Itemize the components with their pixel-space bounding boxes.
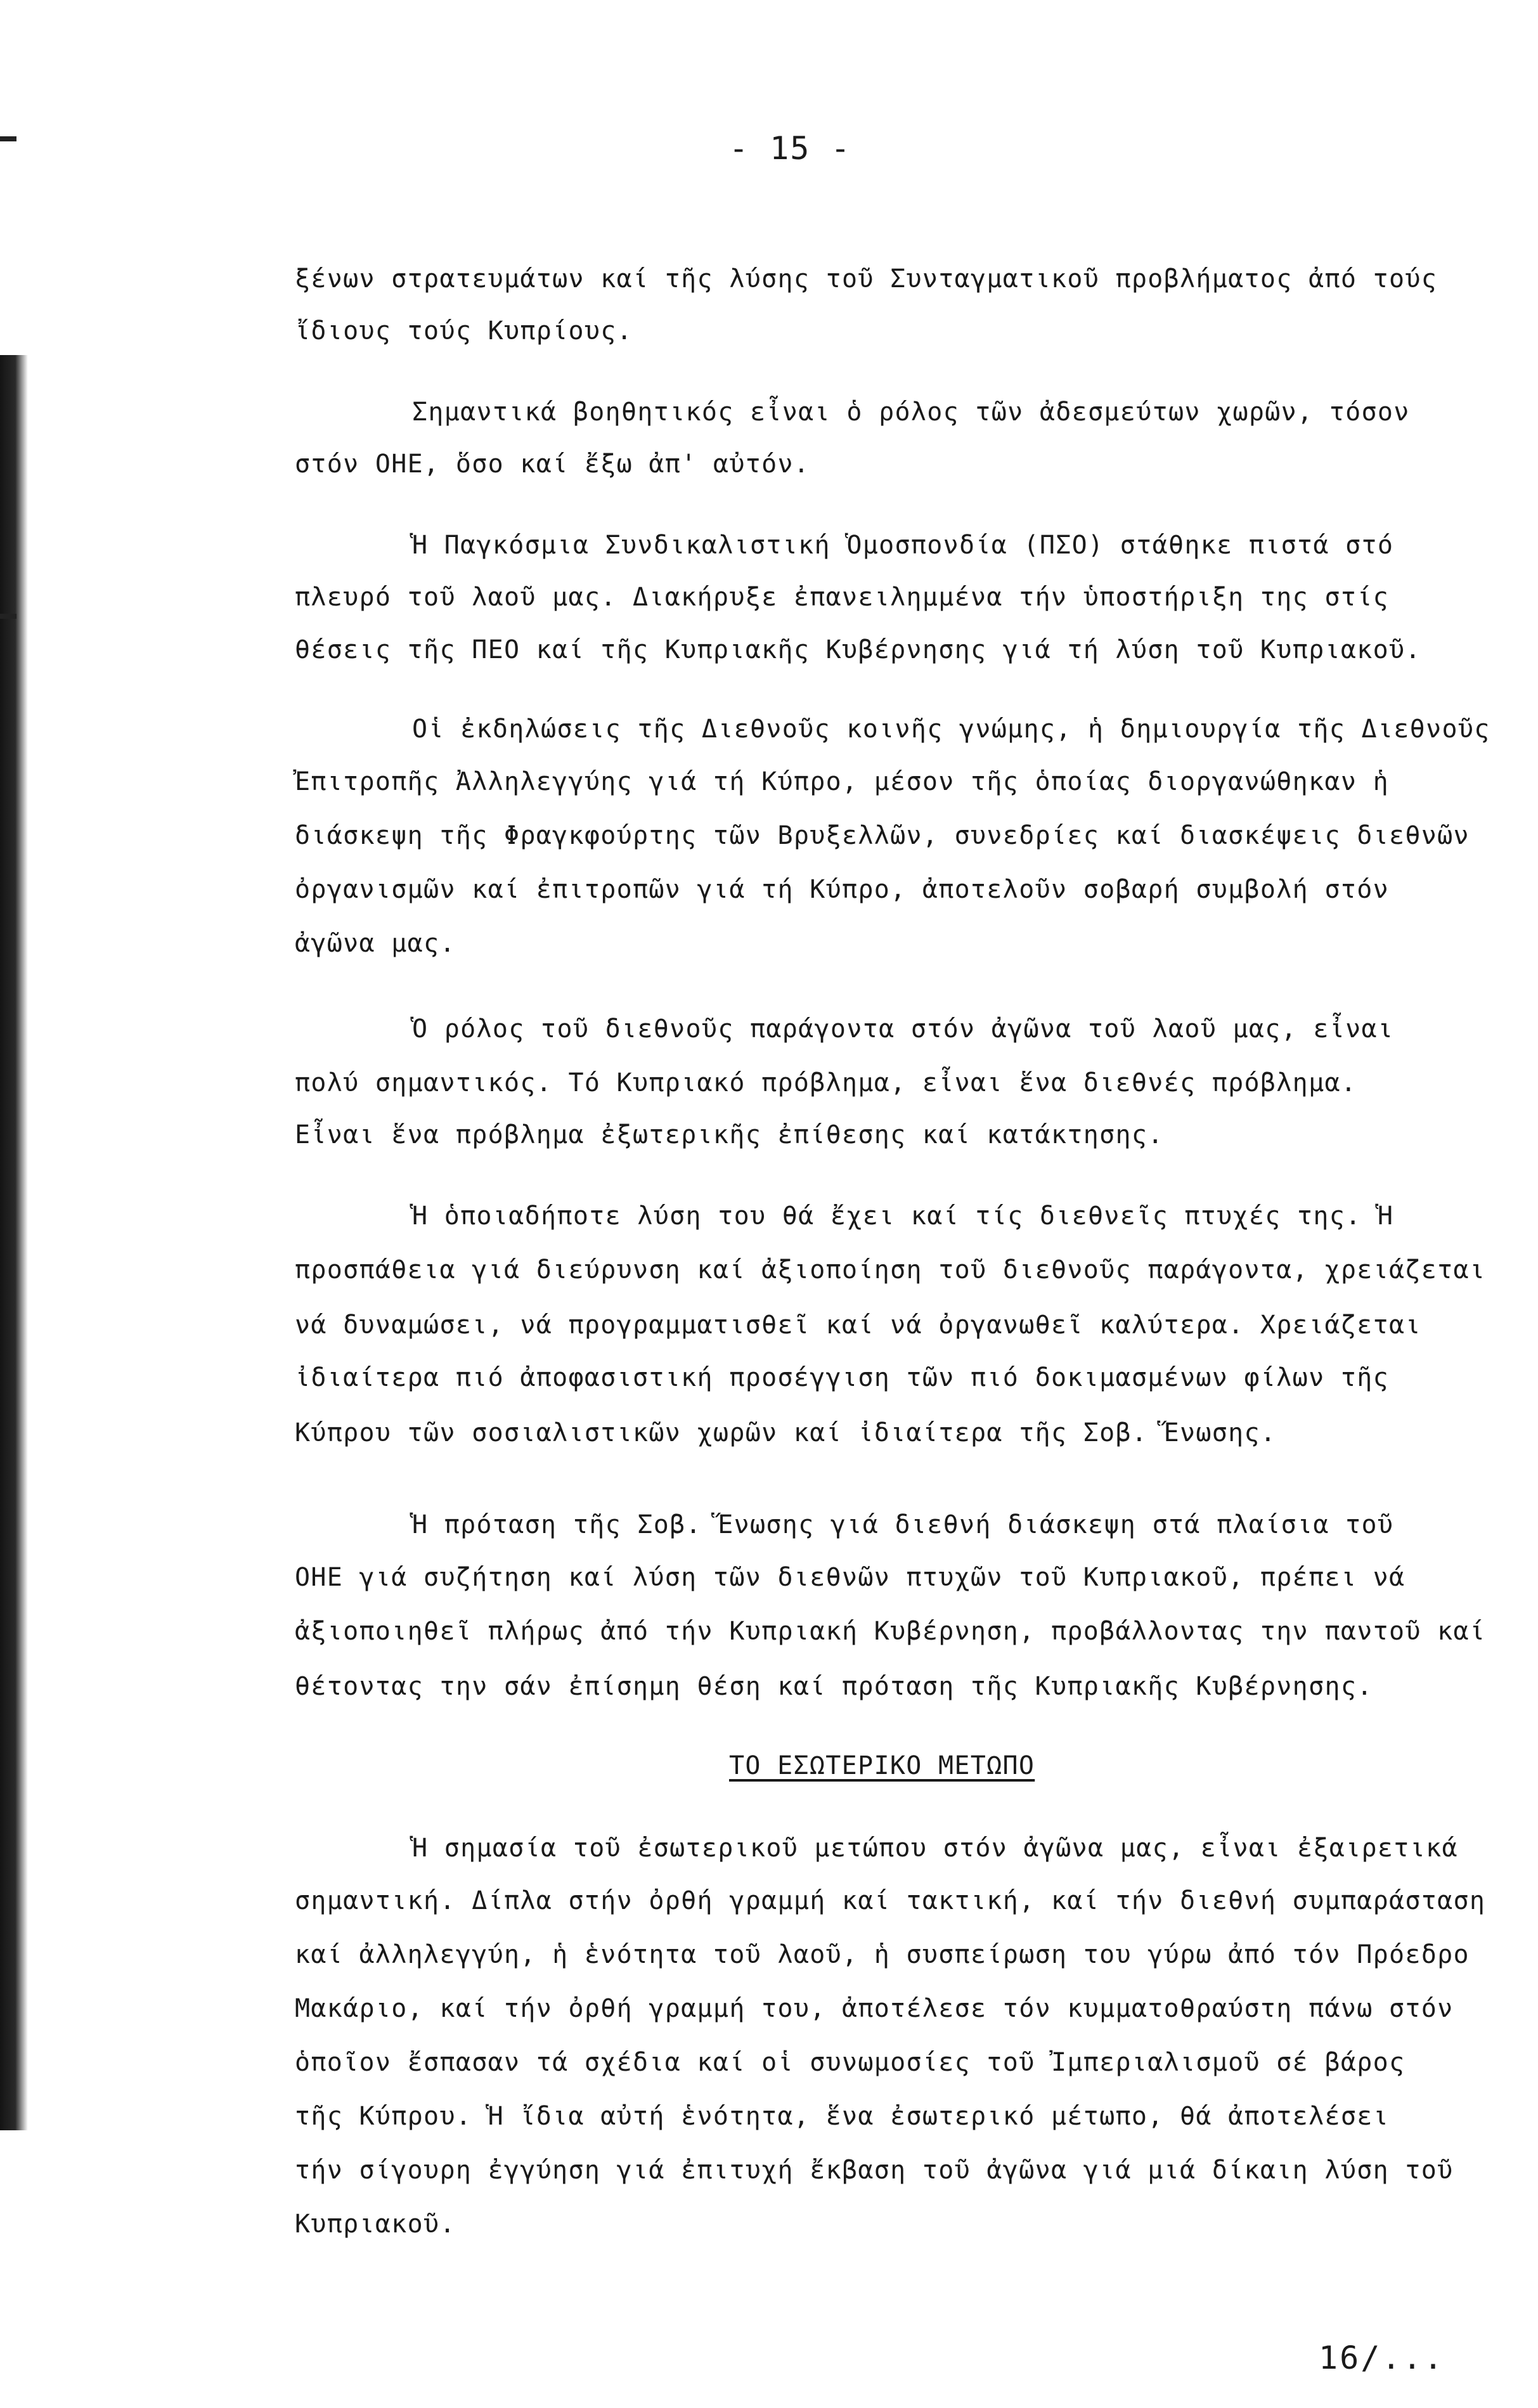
text-line: τήν σίγουρη ἐγγύηση γιά ἐπιτυχή ἔκβαση τοῦ ἀγῶνα γιά μιά δίκαιη λύση τοῦ bbox=[295, 2156, 1454, 2185]
scan-edge-shadow bbox=[0, 355, 28, 2130]
text-line: θέτοντας την σάν ἐπίσημη θέση καί πρόταση τῆς Κυπριακῆς Κυβέρνησης. bbox=[295, 1672, 1373, 1701]
text-line: καί ἀλληλεγγύη, ἡ ἑνότητα τοῦ λαοῦ, ἡ συσπείρωση του γύρω ἀπό τόν Πρόεδρο bbox=[295, 1940, 1470, 1969]
text-line: πολύ σημαντικός. Τό Κυπριακό πρόβλημα, εἶναι ἕνα διεθνές πρόβλημα. bbox=[295, 1068, 1357, 1097]
text-line: ὀργανισμῶν καί ἐπιτροπῶν γιά τή Κύπρο, ἀποτελοῦν σοβαρή συμβολή στόν bbox=[295, 875, 1389, 904]
text-line: Ὁ ρόλος τοῦ διεθνοῦς παράγοντα στόν ἀγῶνα τοῦ λαοῦ μας, εἶναι bbox=[412, 1014, 1394, 1044]
text-line: προσπάθεια γιά διεύρυνση καί ἀξιοποίηση τοῦ διεθνοῦς παράγοντα, χρειάζεται bbox=[295, 1255, 1486, 1285]
text-line: Σημαντικά βοηθητικός εἶναι ὁ ρόλος τῶν ἀδεσμεύτων χωρῶν, τόσον bbox=[412, 398, 1410, 427]
text-line: τῆς Κύπρου. Ἡ ἴδια αὐτή ἑνότητα, ἕνα ἐσωτερικό μέτωπο, θά ἀποτελέσει bbox=[295, 2102, 1389, 2131]
text-line: ἀξιοποιηθεῖ πλήρως ἀπό τήν Κυπριακή Κυβέρνηση, προβάλλοντας την παντοῦ καί bbox=[295, 1617, 1486, 1646]
text-line: Εἶναι ἕνα πρόβλημα ἐξωτερικῆς ἐπίθεσης καί κατάκτησης. bbox=[295, 1120, 1164, 1149]
text-line: σημαντική. Δίπλα στήν ὀρθή γραμμή καί τακτική, καί τήν διεθνή συμπαράσταση bbox=[295, 1886, 1486, 1915]
scan-edge-mark bbox=[0, 136, 16, 141]
scan-edge-mark bbox=[0, 614, 16, 619]
section-heading: ΤΟ ΕΣΩΤΕΡΙΚΟ ΜΕΤΩΠΟ bbox=[729, 1751, 1035, 1780]
text-line: ὁποῖον ἔσπασαν τά σχέδια καί οἱ συνωμοσίες τοῦ Ἰμπεριαλισμοῦ σέ βάρος bbox=[295, 2048, 1406, 2077]
text-line: ἴδιους τούς Κυπρίους. bbox=[295, 316, 633, 346]
text-line: Κύπρου τῶν σοσιαλιστικῶν χωρῶν καί ἰδιαίτερα τῆς Σοβ. Ἕνωσης. bbox=[295, 1418, 1277, 1447]
text-line: νά δυναμώσει, νά προγραμματισθεῖ καί νά ὀργανωθεῖ καλύτερα. Χρειάζεται bbox=[295, 1311, 1421, 1340]
text-line: ἀγῶνα μας. bbox=[295, 929, 456, 958]
text-line: Οἱ ἐκδηλώσεις τῆς Διεθνοῦς κοινῆς γνώμης, ἡ δημιουργία τῆς Διεθνοῦς bbox=[412, 715, 1490, 744]
text-line: Ἡ ὁποιαδήποτε λύση του θά ἔχει καί τίς διεθνεῖς πτυχές της. Ἡ bbox=[412, 1201, 1394, 1231]
text-line: ΟΗΕ γιά συζήτηση καί λύση τῶν διεθνῶν πτυχῶν τοῦ Κυπριακοῦ, πρέπει νά bbox=[295, 1563, 1406, 1592]
text-line: ξένων στρατευμάτων καί τῆς λύσης τοῦ Συνταγματικοῦ προβλήματος ἀπό τούς bbox=[295, 264, 1438, 294]
text-line: Ἐπιτροπῆς Ἀλληλεγγύης γιά τή Κύπρο, μέσον τῆς ὁποίας διοργανώθηκαν ἡ bbox=[295, 767, 1389, 796]
continuation-marker: 16/... bbox=[1319, 2340, 1445, 2376]
text-line: Κυπριακοῦ. bbox=[295, 2210, 456, 2239]
text-line: Ἡ πρόταση τῆς Σοβ. Ἕνωσης γιά διεθνή διάσκεψη στά πλαίσια τοῦ bbox=[412, 1510, 1394, 1539]
page-number: - 15 - bbox=[729, 130, 851, 167]
text-line: Ἡ Παγκόσμια Συνδικαλιστική Ὁμοσπονδία (ΠΣΟ) στάθηκε πιστά στό bbox=[412, 531, 1394, 560]
text-line: στόν ΟΗΕ, ὅσο καί ἔξω ἀπ' αὐτόν. bbox=[295, 450, 810, 479]
text-line: πλευρό τοῦ λαοῦ μας. Διακήρυξε ἐπανειλημμένα τήν ὑποστήριξη της στίς bbox=[295, 583, 1389, 612]
text-line: Ἡ σημασία τοῦ ἐσωτερικοῦ μετώπου στόν ἀγῶνα μας, εἶναι ἐξαιρετικά bbox=[412, 1834, 1458, 1863]
text-line: διάσκεψη τῆς Φραγκφούρτης τῶν Βρυξελλῶν, συνεδρίες καί διασκέψεις διεθνῶν bbox=[295, 821, 1470, 850]
text-line: ἰδιαίτερα πιό ἀποφασιστική προσέγγιση τῶν πιό δοκιμασμένων φίλων τῆς bbox=[295, 1363, 1389, 1392]
text-line: Μακάριο, καί τήν ὀρθή γραμμή του, ἀποτέλεσε τόν κυμματοθραύστη πάνω στόν bbox=[295, 1994, 1454, 2023]
text-line: θέσεις τῆς ΠΕΟ καί τῆς Κυπριακῆς Κυβέρνησης γιά τή λύση τοῦ Κυπριακοῦ. bbox=[295, 635, 1421, 664]
